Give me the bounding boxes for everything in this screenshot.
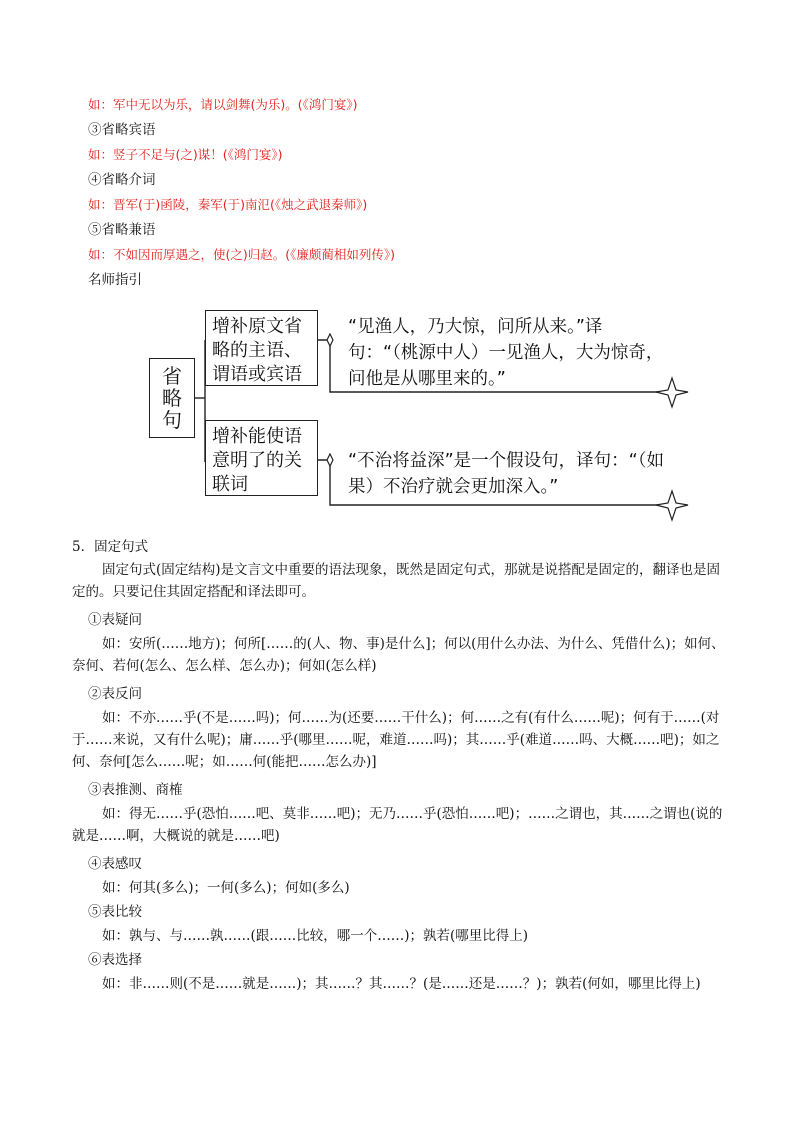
example-line-2: 如：竖子不足与(之)谋！(《鸿门宴》) <box>88 147 283 162</box>
section-heading: 5．固定句式 <box>72 539 149 555</box>
item-example-question: 如：安所(……地方)；何所[……的(人、物、事)是什么]；何以(用什么办法、为什么、凭借什么)；如何、奈何、若何(怎么、怎么样、怎么办)；何如(怎么样) <box>72 636 725 674</box>
branch-label-2: 增补能使语意明了的关联词 <box>212 426 302 495</box>
example-line-1: 如：军中无以为乐，请以剑舞(为乐)。(《鸿门宴》) <box>88 97 358 112</box>
item-example-comparison: 如：孰与、与……孰……(跟……比较，哪一个……)；孰若(哪里比得上) <box>102 928 529 944</box>
subheading-omit-preposition: ④省略介词 <box>88 172 156 188</box>
item-example-speculation: 如：得无……乎(恐怕……吧、莫非……吧)；无乃……乎(恐怕……吧)；……之谓也，其……之谓也(说的就是……啊，大概说的就是……吧) <box>72 806 723 844</box>
subheading-omit-pivot: ⑤省略兼语 <box>88 222 156 238</box>
section-intro: 固定句式(固定结构)是文言文中重要的语法现象，既然是固定句式，那就是说搭配是固定的，翻译也是固定的。只要记住其固定搭配和译法即可。 <box>72 562 721 600</box>
star-marker-icon <box>327 334 333 346</box>
subheading-omit-object: ③省略宾语 <box>88 122 156 138</box>
branch-label-1: 增补原文省略的主语、谓语或宾语 <box>212 316 302 385</box>
branch-box-1 <box>205 310 318 386</box>
item-example-rhetorical: 如：不亦……乎(不是……吗)；何……为(还要……干什么)；何……之有(有什么……呢)；何有于……(对于……来说，又有什么呢)；庸……乎(哪里……呢，难道……吗)；其……乎(难道……吗、大概……吧)；如之何、奈何[怎么……呢；如……何(能把……怎么办)] <box>72 710 720 770</box>
note-1: “见渔人，乃大惊，问所从来。”译句：“（桃源中人）一见渔人，大为惊奇，问他是从哪里来的。” <box>348 317 664 389</box>
note-2: “不治将益深”是一个假设句，译句：“（如果）不治疗就会更加深入。” <box>348 451 664 497</box>
root-box <box>149 358 195 438</box>
item-title-question: ①表疑问 <box>88 612 142 628</box>
item-title-rhetorical: ②表反问 <box>88 686 142 702</box>
root-label: 省略句 <box>162 364 182 432</box>
tip-heading: 名师指引 <box>88 272 142 288</box>
item-example-choice: 如：非……则(不是……就是……)；其……？其……？(是……还是……？)；孰若(何如，哪里比得上) <box>102 976 701 992</box>
example-line-3: 如：晋军(于)函陵，秦军(于)南氾(《烛之武退秦师》) <box>88 197 368 212</box>
item-title-choice: ⑥表选择 <box>88 952 142 968</box>
branch-box-2 <box>205 420 318 496</box>
item-title-exclamation: ④表感叹 <box>88 856 142 872</box>
star-marker-icon <box>327 454 333 466</box>
example-line-4: 如：不如因而厚遇之，使(之)归赵。(《廉颇蔺相如列传》) <box>88 247 396 262</box>
item-example-exclamation: 如：何其(多么)；一何(多么)；何如(多么) <box>102 880 350 896</box>
item-title-comparison: ⑤表比较 <box>88 904 142 920</box>
item-title-speculation: ③表推测、商榷 <box>88 782 183 798</box>
